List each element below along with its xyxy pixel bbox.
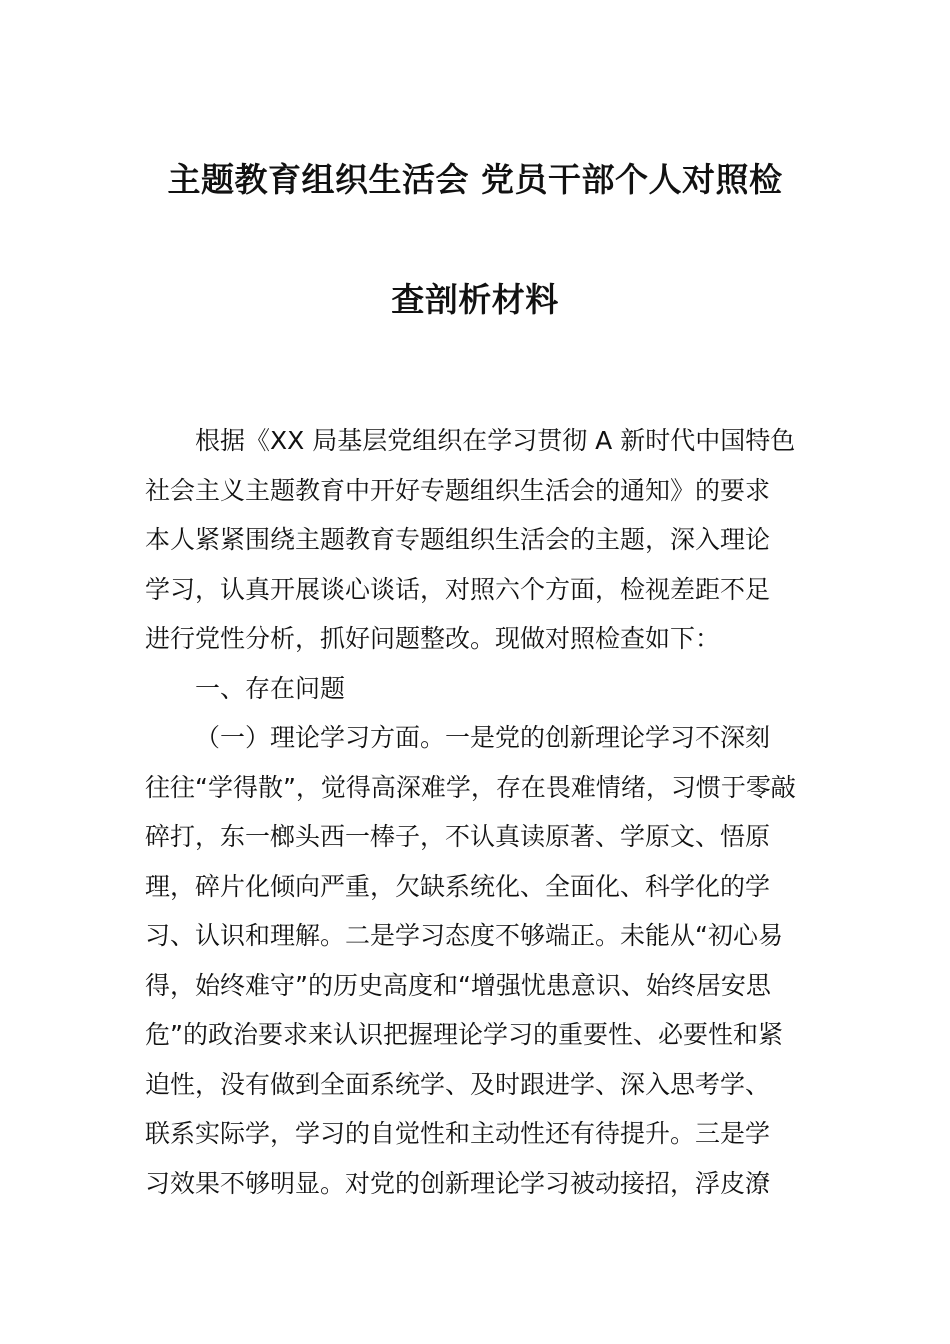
subsection-paragraph-start: （一）理论学习方面。一是党的创新理论学习不深刻 <box>195 723 771 752</box>
body-line: 碎打，东一榔头西一棒子，不认真读原著、学原文、悟原 <box>145 822 771 851</box>
body-line: 理，碎片化倾向严重，欠缺系统化、全面化、科学化的学 <box>145 872 771 901</box>
body-line: 习效果不够明显。对党的创新理论学习被动接招，浮皮潦 <box>145 1169 771 1198</box>
body-line: 进行党性分析，抓好问题整改。现做对照检查如下： <box>145 624 721 653</box>
body-line: 联系实际学，学习的自觉性和主动性还有待提升。三是学 <box>145 1119 771 1148</box>
body-line: 危”的政治要求来认识把握理论学习的重要性、必要性和紧 <box>145 1020 783 1049</box>
document-title-line-1: 主题教育组织生活会 党员干部个人对照检 <box>167 160 783 199</box>
body-line: 得，始终难守”的历史高度和“增强忧患意识、始终居安思 <box>145 971 771 1000</box>
body-line: 迫性，没有做到全面系统学、及时跟进学、深入思考学、 <box>145 1070 771 1099</box>
body-line: 根据《XX 局基层党组织在学习贯彻 A 新时代中国特色 <box>195 426 796 455</box>
body-line: 习、认识和理解。二是学习态度不够端正。未能从“初心易 <box>145 921 783 950</box>
body-line: 学习，认真开展谈心谈话，对照六个方面，检视差距不足 <box>145 575 771 604</box>
body-line: 社会主义主题教育中开好专题组织生活会的通知》的要求 <box>145 476 771 505</box>
body-line: 往往“学得散”，觉得高深难学，存在畏难情绪，习惯于零敲 <box>145 773 796 802</box>
body-line: 本人紧紧围绕主题教育专题组织生活会的主题，深入理论 <box>145 525 771 554</box>
document-title-line-2: 查剖析材料 <box>391 280 559 319</box>
section-heading: 一、存在问题 <box>195 674 346 703</box>
